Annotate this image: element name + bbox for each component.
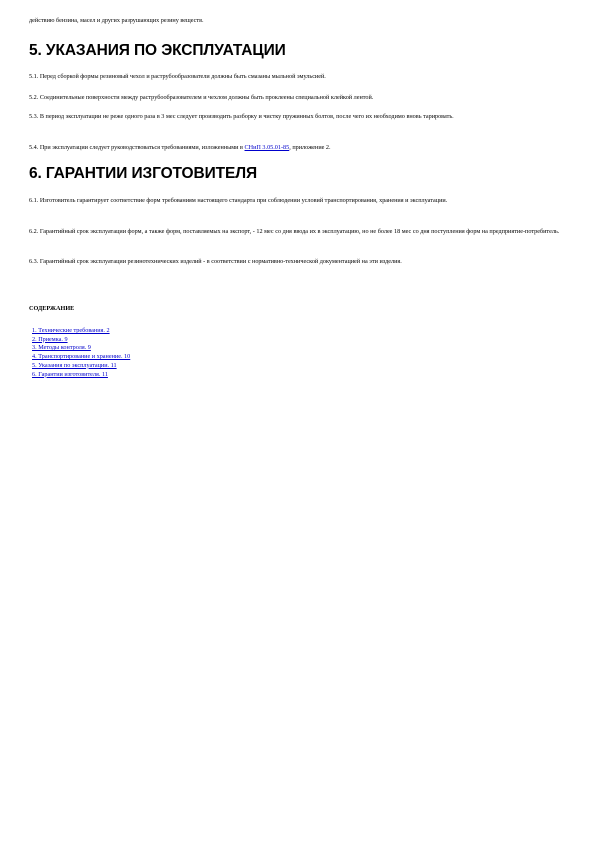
clause-5-4-tail: , приложение 2. xyxy=(289,144,331,151)
section-5-heading: 5. УКАЗАНИЯ ПО ЭКСПЛУАТАЦИИ xyxy=(29,42,286,59)
toc-link-acceptance[interactable]: 2. Приемка. 9 xyxy=(32,335,68,343)
toc-link-transport-storage[interactable]: 4. Транспортирование и хранение. 10 xyxy=(32,353,131,361)
toc-item xyxy=(32,371,130,380)
table-of-contents xyxy=(32,327,130,379)
snip-link[interactable]: СНиП 3.05.01-85 xyxy=(244,144,290,151)
clause-5-3: 5.3. В период эксплуатации не реже одного раза в 3 мес следует производить разборку и чистку пружинных болтов, после чего их необходимо вновь тарировать. xyxy=(29,113,454,120)
continued-text: действию бензина, масел и других разрушающих резину веществ. xyxy=(29,17,204,24)
clause-5-4-text: 5.4. При эксплуатации следует руководствоваться требованиями, изложенными в xyxy=(29,144,245,151)
toc-item xyxy=(32,362,130,371)
toc-item xyxy=(32,353,130,362)
toc-item xyxy=(32,344,130,353)
toc-link-warranty[interactable]: 6. Гарантии изготовителя. 11 xyxy=(32,370,108,378)
clause-6-3: 6.3. Гарантийный срок эксплуатации резинотехнических изделий - в соответствии с нормативно-технической документацией на эти изделия. xyxy=(29,258,402,265)
clause-6-2: 6.2. Гарантийный срок эксплуатации форм, а также форм, поставляемых на экспорт, - 12 мес со дня ввода их в эксплуатацию, но не более 18 мес со дня поступления форм на предприятие-потребитель. xyxy=(29,228,560,235)
toc-item xyxy=(32,336,130,345)
clause-5-1: 5.1. Перед сборкой формы резиновый чехол и раструбообразователи должны быть смазаны мыльной эмульсией. xyxy=(29,73,326,80)
toc-link-test-methods[interactable]: 3. Методы контроля. 9 xyxy=(32,344,91,352)
clause-5-2: 5.2. Соединительные поверхности между раструбообразователем и чехлом должны быть проклеены специальной клейкой лентой. xyxy=(29,94,374,101)
section-6-heading: 6. ГАРАНТИИ ИЗГОТОВИТЕЛЯ xyxy=(29,165,258,182)
toc-link-operation[interactable]: 5. Указания по эксплуатации. 11 xyxy=(32,361,117,369)
toc-title: СОДЕРЖАНИЕ xyxy=(29,305,75,312)
toc-item xyxy=(32,327,130,336)
toc-link-requirements[interactable]: 1. Технические требования. 2 xyxy=(32,327,110,334)
clause-6-1: 6.1. Изготовитель гарантирует соответствие форм требованиям настоящего стандарта при соблюдении условий транспортирования, хранения и эксплуатации. xyxy=(29,197,448,204)
clause-5-4 xyxy=(29,143,567,154)
